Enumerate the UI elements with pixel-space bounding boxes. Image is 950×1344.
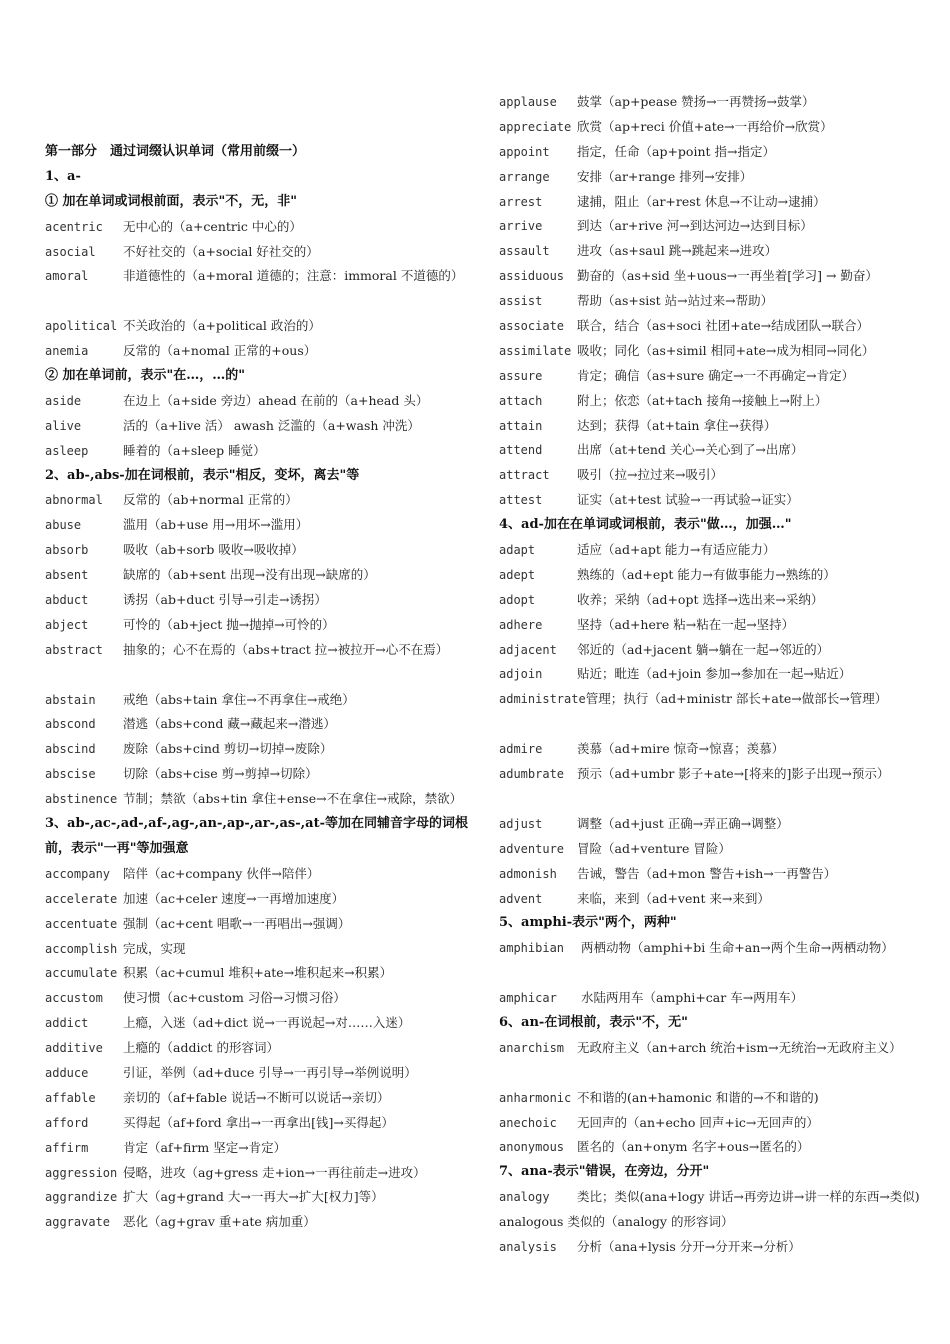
- vocab-definition: 收养；采纳（ad+opt 选择→选出来→采纳）: [577, 591, 824, 607]
- vocab-entry: [45, 1061, 475, 1086]
- vocab-definition: 恶化（ag+grav 重+ate 病加重）: [123, 1214, 316, 1230]
- vocab-entry: [499, 588, 929, 613]
- section-heading: 5、amphi-表示"两个，两种": [499, 915, 677, 931]
- blank-line: [499, 787, 929, 812]
- vocab-entry: [45, 588, 475, 613]
- vocab-word: afford: [45, 1115, 89, 1130]
- vocab-entry: [45, 414, 475, 439]
- section-heading: 1、a-: [45, 168, 81, 184]
- vocab-entry: [45, 937, 475, 962]
- vocab-word: absent: [45, 568, 89, 583]
- vocab-word: accustom: [45, 991, 103, 1006]
- vocab-definition: 管理；执行（ad+ministr 部长+ate→做部长→管理）: [585, 691, 888, 707]
- vocab-entry: [499, 936, 929, 961]
- vocab-entry: [45, 1011, 475, 1036]
- vocab-word: additive: [45, 1041, 103, 1056]
- vocab-word: adhere: [499, 617, 543, 632]
- vocab-entry: [499, 414, 929, 439]
- vocab-definition: 羡慕（ad+mire 惊奇→惊喜；羡慕）: [577, 741, 785, 757]
- vocab-entry: [499, 190, 929, 215]
- vocab-entry: [45, 737, 475, 762]
- vocab-definition: 潜逃（abs+cond 藏→藏起来→潜逃）: [123, 716, 336, 732]
- vocab-word: amoral: [45, 269, 89, 284]
- vocab-word: administrate: [499, 692, 586, 707]
- vocab-word: absorb: [45, 543, 89, 558]
- vocab-word: adventure: [499, 841, 565, 856]
- vocab-definition: 强制（ac+cent 唱歌→一再唱出→强调）: [123, 915, 351, 931]
- vocab-definition: 联合，结合（as+soci 社团+ate→结成团队→联合）: [577, 318, 870, 334]
- vocab-definition: 买得起（af+ford 拿出→一再拿出[钱]→买得起）: [123, 1114, 394, 1130]
- vocab-entry: [499, 887, 929, 912]
- vocab-word: advent: [499, 891, 543, 906]
- vocab-entry: [499, 762, 929, 787]
- vocab-definition: 积累（ac+cumul 堆积+ate→堆积起来→积累）: [123, 965, 393, 981]
- vocab-word: aside: [45, 393, 82, 408]
- vocab-entry: [499, 613, 929, 638]
- vocab-definition: 抽象的；心不在焉的（abs+tract 拉→被拉开→心不在焉）: [123, 641, 449, 657]
- vocab-word: assist: [499, 294, 543, 309]
- vocab-entry: [45, 1136, 475, 1161]
- vocab-definition: 扩大（ag+grand 大→一再大→扩大[权力]等）: [123, 1189, 384, 1205]
- vocab-word: abstain: [45, 692, 96, 707]
- vocab-definition: 无回声的（an+echo 回声+ic→无回声的）: [577, 1114, 819, 1130]
- vocab-word: adapt: [499, 543, 536, 558]
- vocab-word: adjust: [499, 816, 543, 831]
- vocab-word: abduct: [45, 593, 89, 608]
- blank-line: [45, 289, 475, 314]
- vocab-definition: 陪伴（ac+company 伙伴→陪伴）: [123, 865, 320, 881]
- vocab-definition: 出席（at+tend 关心→关心到了→出席）: [577, 442, 804, 458]
- vocab-entry: [45, 762, 475, 787]
- vocab-word: analogy: [499, 1190, 550, 1205]
- vocab-definition: 不好社交的（a+social 好社交的）: [123, 243, 319, 259]
- vocab-definition: 无政府主义（an+arch 统治+ism→无统治→无政府主义）: [577, 1039, 902, 1055]
- vocab-definition: 引证，举例（ad+duce 引导→一再引导→举例说明）: [123, 1065, 417, 1080]
- vocab-entry: [499, 662, 929, 687]
- blank-line: [499, 1061, 929, 1086]
- vocab-definition: 废除（abs+cind 剪切→切掉→废除）: [123, 741, 333, 757]
- vocab-word: adduce: [45, 1066, 89, 1080]
- vocab-word: amphicar: [499, 991, 557, 1006]
- vocab-definition: 反常的（a+nomal 正常的+ous）: [123, 343, 317, 359]
- left-column: [45, 140, 475, 1235]
- vocab-definition: 熟练的（ad+ept 能力→有做事能力→熟练的）: [577, 566, 836, 582]
- section-heading: 3、ab-,ac-,ad-,af-,ag-,an-,ap-,ar-,as-,at-等加在同辅音字母的词根前，表示"一再"等加强意: [45, 816, 468, 856]
- vocab-entry: [499, 1036, 929, 1061]
- vocab-definition: 证实（at+test 试验→一再试验→证实）: [577, 492, 799, 508]
- vocab-word: aggression: [45, 1165, 118, 1180]
- vocab-word: affable: [45, 1090, 96, 1105]
- vocab-entry: [45, 787, 475, 812]
- vocab-word: anemia: [45, 344, 89, 359]
- vocab-entry: [499, 463, 929, 488]
- vocab-definition: 肯定；确信（as+sure 确定→一不再确定→肯定）: [577, 367, 855, 383]
- vocab-entry: [45, 488, 475, 513]
- vocab-entry: [45, 563, 475, 588]
- vocab-entry: [45, 1161, 475, 1186]
- vocab-entry: [45, 912, 475, 937]
- vocab-definition: 勤奋的（as+sid 坐+uous→一再坐着[学习] → 勤奋）: [577, 268, 878, 284]
- vocab-definition: 欣赏（ap+reci 价值+ate→一再给价→欣赏）: [577, 118, 833, 134]
- vocab-entry: [45, 613, 475, 638]
- section-heading: 第一部分 通过词缀认识单词（常用前缀一）: [45, 144, 306, 159]
- vocab-definition: 安排（ar+range 排列→安排）: [577, 168, 753, 184]
- vocab-definition: 坚持（ad+here 粘→粘在一起→坚持）: [577, 616, 795, 632]
- vocab-definition: 活的（a+live 活） awash 泛滥的（a+wash 冲洗）: [123, 417, 420, 433]
- vocab-entry: [499, 364, 929, 389]
- vocab-entry: [499, 165, 929, 190]
- vocab-entry: [45, 986, 475, 1011]
- vocab-word: accomplish: [45, 941, 118, 956]
- vocab-word: amphibian: [499, 941, 565, 956]
- vocab-entry: [45, 862, 475, 887]
- vocab-definition: 使习惯（ac+custom 习俗→习惯习俗）: [123, 990, 346, 1006]
- vocab-definition: 调整（ad+just 正确→弄正确→调整）: [577, 815, 789, 831]
- vocab-entry: [499, 638, 929, 663]
- vocab-word: anharmonic: [499, 1090, 572, 1105]
- vocab-word: adumbrate: [499, 767, 565, 782]
- vocab-word: accentuate: [45, 916, 118, 931]
- vocab-definition: 分析（ana+lysis 分开→分开来→分析）: [577, 1239, 801, 1254]
- vocab-word: arrest: [499, 194, 543, 209]
- vocab-entry: [499, 986, 929, 1011]
- vocab-entry: [499, 264, 929, 289]
- vocab-entry: [45, 1036, 475, 1061]
- vocab-entry: [45, 887, 475, 912]
- vocab-word: analysis: [499, 1240, 557, 1254]
- vocab-definition: 可怜的（ab+ject 抛→抛掉→可怜的）: [123, 616, 335, 632]
- vocab-word: abscise: [45, 767, 96, 782]
- vocab-entry: [499, 115, 929, 140]
- vocab-entry: [45, 339, 475, 364]
- section-heading: 2、ab-,abs-加在词根前，表示"相反，变坏，离去"等: [45, 467, 360, 483]
- vocab-definition: 滥用（ab+use 用→用坏→滥用）: [123, 517, 309, 533]
- vocab-word: abstinence: [45, 792, 118, 807]
- vocab-word: apolitical: [45, 319, 118, 334]
- right-column: [499, 90, 933, 1260]
- vocab-entry: [45, 513, 475, 538]
- vocab-definition: 不关政治的（a+political 政治的）: [123, 318, 321, 334]
- vocab-entry: [499, 538, 929, 563]
- vocab-word: affirm: [45, 1140, 89, 1155]
- vocab-entry: [499, 438, 929, 463]
- vocab-entry: [45, 961, 475, 986]
- vocab-word: accelerate: [45, 891, 118, 906]
- vocab-entry: [45, 264, 475, 289]
- vocab-entry: [45, 712, 475, 737]
- vocab-entry: [499, 239, 929, 264]
- vocab-word: accumulate: [45, 966, 118, 981]
- vocab-definition: 缺席的（ab+sent 出现→没有出现→缺席的）: [123, 567, 376, 583]
- section-heading: 4、ad-加在在单词或词根前，表示"做…，加强…": [499, 517, 792, 533]
- vocab-entry: [45, 638, 475, 663]
- vocab-entry: [499, 389, 929, 414]
- vocab-word: acentric: [45, 219, 103, 234]
- vocab-definition: 水陆两用车（amphi+car 车→两用车）: [577, 990, 804, 1006]
- vocab-definition: 类比；类似(ana+logy 讲话→再旁边讲→讲一样的东西→类似) analogous 类似的（analogy 的形容词）: [499, 1189, 933, 1230]
- vocab-entry: [499, 1135, 929, 1160]
- vocab-word: associate: [499, 319, 565, 334]
- vocab-definition: 侵略，进攻（ag+gress 走+ion→一再往前走→进攻）: [123, 1164, 426, 1180]
- vocab-entry: [499, 812, 929, 837]
- vocab-entry: [499, 289, 929, 314]
- vocab-word: abstract: [45, 642, 103, 657]
- vocab-definition: 戒绝（abs+tain 拿住→不再拿住→戒绝）: [123, 691, 355, 707]
- vocab-word: attach: [499, 393, 543, 408]
- vocab-entry: [499, 563, 929, 588]
- vocab-definition: 不和谐的(an+hamonic 和谐的→不和谐的): [577, 1089, 819, 1105]
- vocab-definition: 进攻（as+saul 跳→跳起来→进攻）: [577, 243, 778, 259]
- vocab-entry: [499, 214, 929, 239]
- vocab-word: asleep: [45, 443, 89, 458]
- vocab-definition: 反常的（ab+normal 正常的）: [123, 492, 298, 508]
- vocab-entry: [45, 538, 475, 563]
- vocab-definition: 邻近的（ad+jacent 躺→躺在一起→邻近的）: [577, 641, 830, 657]
- vocab-word: adjacent: [499, 642, 557, 657]
- vocab-word: alive: [45, 418, 82, 433]
- vocab-word: anarchism: [499, 1040, 565, 1055]
- vocab-word: adopt: [499, 592, 536, 607]
- vocab-word: admonish: [499, 866, 557, 881]
- vocab-entry: [499, 1235, 929, 1260]
- vocab-entry: [499, 339, 929, 364]
- vocab-definition: 吸收（ab+sorb 吸收→吸收掉）: [123, 542, 304, 558]
- vocab-definition: 指定，任命（ap+point 指→指定）: [577, 143, 775, 159]
- vocab-definition: 附上；依恋（at+tach 接角→接触上→附上）: [577, 392, 828, 408]
- vocab-definition: 亲切的（af+fable 说话→不断可以说话→亲切）: [123, 1089, 390, 1105]
- vocab-definition: 吸收；同化（as+simil 相同+ate→成为相同→同化）: [577, 342, 875, 358]
- vocab-word: arrange: [499, 169, 550, 184]
- vocab-definition: 两栖动物（amphi+bi 生命+an→两个生命→两栖动物）: [577, 940, 894, 956]
- section-heading: 6、an-在词根前，表示"不，无": [499, 1014, 688, 1030]
- vocab-word: assimilate: [499, 343, 572, 358]
- vocab-entry: [499, 1111, 929, 1136]
- vocab-word: assure: [499, 368, 543, 383]
- vocab-entry: [499, 140, 929, 165]
- vocab-word: accompany: [45, 866, 111, 881]
- vocab-definition: 完成，实现: [123, 940, 186, 956]
- vocab-word: abnormal: [45, 493, 103, 508]
- vocab-word: adept: [499, 567, 536, 582]
- vocab-word: aggravate: [45, 1215, 111, 1230]
- vocab-word: anonymous: [499, 1140, 565, 1155]
- vocab-word: appreciate: [499, 119, 572, 134]
- vocab-word: attract: [499, 468, 550, 483]
- vocab-word: attain: [499, 418, 543, 433]
- vocab-entry: [499, 90, 929, 115]
- vocab-definition: 鼓掌（ap+pease 赞扬→一再赞扬→鼓掌）: [577, 94, 815, 109]
- vocab-word: addict: [45, 1016, 89, 1031]
- vocab-entry: [499, 314, 929, 339]
- blank-line: [499, 961, 929, 986]
- vocab-definition: 无中心的（a+centric 中心的）: [123, 218, 302, 234]
- vocab-definition: 适应（ad+apt 能力→有适应能力）: [577, 542, 776, 558]
- vocab-word: admire: [499, 742, 543, 757]
- vocab-entry: [499, 862, 929, 887]
- vocab-entry: [45, 389, 475, 414]
- vocab-word: anechoic: [499, 1115, 557, 1130]
- vocab-definition: 帮助（as+sist 站→站过来→帮助）: [577, 293, 774, 309]
- vocab-definition: 匿名的（an+onym 名字+ous→匿名的）: [577, 1139, 810, 1155]
- section-heading: ② 加在单词前，表示"在…，…的": [45, 368, 246, 384]
- vocab-definition: 达到；获得（at+tain 拿住→获得）: [577, 417, 777, 433]
- vocab-word: attest: [499, 493, 543, 508]
- vocab-word: assault: [499, 244, 550, 259]
- vocab-entry: [45, 688, 475, 713]
- vocab-definition: 在边上（a+side 旁边）ahead 在前的（a+head 头）: [123, 392, 429, 408]
- vocab-entry: [45, 1185, 475, 1210]
- vocab-word: asocial: [45, 244, 96, 259]
- vocab-definition: 上瘾，入迷（ad+dict 说→一再说起→对……入迷）: [123, 1015, 411, 1031]
- vocab-entry: [45, 439, 475, 464]
- vocab-entry: [499, 737, 929, 762]
- vocab-definition: 告诫，警告（ad+mon 警告+ish→一再警告）: [577, 865, 837, 881]
- vocab-definition: 吸引（拉→拉过来→吸引）: [577, 467, 723, 483]
- vocab-entry: [499, 687, 929, 712]
- vocab-entry: [45, 1210, 475, 1235]
- vocab-definition: 上瘾的（addict 的形容词）: [123, 1040, 279, 1056]
- section-heading: 7、ana-表示"错误，在旁边，分开": [499, 1164, 710, 1180]
- vocab-definition: 预示（ad+umbr 影子+ate→[将来的]影子出现→预示）: [577, 766, 890, 782]
- vocab-entry: [45, 1086, 475, 1111]
- vocab-word: attend: [499, 443, 543, 458]
- vocab-definition: 肯定（af+firm 坚定→肯定）: [123, 1139, 287, 1155]
- vocab-entry: [499, 837, 929, 862]
- vocab-definition: 贴近；毗连（ad+join 参加→参加在一起→贴近）: [577, 666, 852, 682]
- vocab-entry: [499, 1086, 929, 1111]
- vocab-word: adjoin: [499, 667, 543, 682]
- vocab-word: assiduous: [499, 269, 565, 284]
- vocab-word: abscond: [45, 717, 96, 732]
- vocab-entry: [45, 240, 475, 265]
- vocab-definition: 切除（abs+cise 剪→剪掉→切除）: [123, 766, 318, 782]
- vocab-entry: [499, 488, 929, 513]
- vocab-entry: [499, 1185, 933, 1235]
- vocab-definition: 加速（ac+celer 速度→一再增加速度）: [123, 890, 345, 906]
- vocab-definition: 到达（ar+rive 河→到达河边→达到目标）: [577, 218, 813, 234]
- vocab-definition: 非道德性的（a+moral 道德的；注意：immoral 不道德的）: [123, 268, 464, 284]
- vocab-entry: [45, 215, 475, 240]
- vocab-word: aggrandize: [45, 1190, 118, 1205]
- vocab-word: arrive: [499, 219, 543, 234]
- section-heading: ① 加在单词或词根前面，表示"不，无，非": [45, 193, 298, 209]
- vocab-definition: 节制；禁欲（abs+tin 拿住+ense→不在拿住→戒除，禁欲）: [123, 791, 463, 807]
- blank-line: [499, 712, 929, 737]
- vocab-entry: [45, 1111, 475, 1136]
- vocab-word: abscind: [45, 742, 96, 757]
- vocab-definition: 冒险（ad+venture 冒险）: [577, 840, 731, 856]
- vocab-definition: 诱拐（ab+duct 引导→引走→诱拐）: [123, 592, 327, 608]
- blank-line: [45, 663, 475, 688]
- vocab-entry: [45, 314, 475, 339]
- vocab-definition: 来临，来到（ad+vent 来→来到）: [577, 890, 770, 906]
- vocab-word: appoint: [499, 144, 550, 159]
- vocab-definition: 睡着的（a+sleep 睡觉）: [123, 442, 266, 458]
- vocab-word: abject: [45, 617, 89, 632]
- vocab-word: applause: [499, 95, 557, 109]
- vocab-definition: 逮捕，阻止（ar+rest 休息→不让动→逮捕）: [577, 193, 826, 209]
- vocab-word: abuse: [45, 518, 82, 533]
